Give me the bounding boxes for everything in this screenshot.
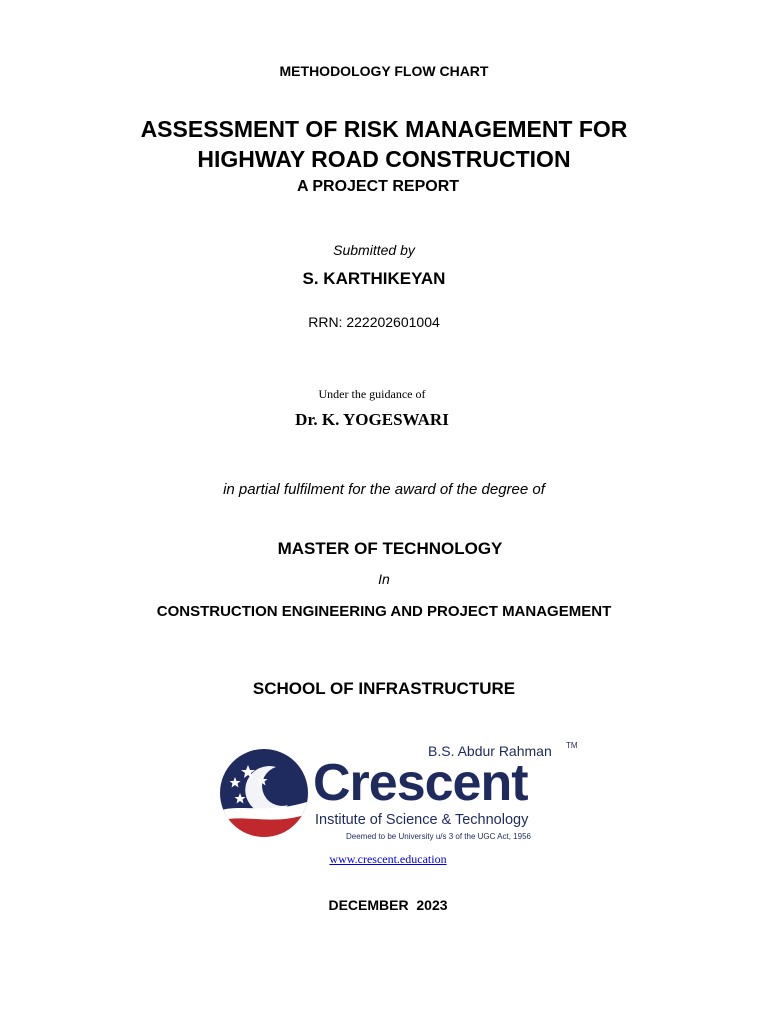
logo-top-text: B.S. Abdur Rahman bbox=[428, 743, 552, 759]
logo-institute: Institute of Science & Technology bbox=[315, 812, 529, 828]
submitted-by-label: Submitted by bbox=[333, 242, 415, 258]
crescent-logo bbox=[218, 741, 580, 845]
in-word: In bbox=[378, 571, 390, 587]
author-name: S. KARTHIKEYAN bbox=[302, 269, 446, 288]
logo-trademark: TM bbox=[566, 741, 578, 750]
degree-name: MASTER OF TECHNOLOGY bbox=[277, 539, 503, 558]
guide-name: Dr. K. YOGESWARI bbox=[295, 410, 449, 429]
report-date: DECEMBER 2023 bbox=[328, 897, 448, 913]
logo-name: Crescent bbox=[313, 754, 528, 812]
website-link[interactable]: www.crescent.education bbox=[329, 852, 447, 866]
partial-fulfilment-text: in partial fulfilment for the award of the degree of bbox=[223, 481, 545, 498]
title-line-1: ASSESSMENT OF RISK MANAGEMENT FOR bbox=[140, 116, 628, 142]
document-heading: METHODOLOGY FLOW CHART bbox=[279, 63, 489, 79]
branch-name: CONSTRUCTION ENGINEERING AND PROJECT MANAGEMENT bbox=[156, 603, 612, 620]
title-line-2: HIGHWAY ROAD CONSTRUCTION bbox=[197, 146, 571, 172]
guidance-label: Under the guidance of bbox=[318, 387, 426, 401]
crescent-emblem-icon bbox=[218, 747, 310, 839]
author-rrn: RRN: 222202601004 bbox=[308, 314, 440, 330]
logo-deemed-text: Deemed to be University u/s 3 of the UGC Act, 1956 bbox=[346, 832, 531, 841]
school-name: SCHOOL OF INFRASTRUCTURE bbox=[252, 679, 516, 698]
report-subtitle: A PROJECT REPORT bbox=[296, 178, 460, 195]
